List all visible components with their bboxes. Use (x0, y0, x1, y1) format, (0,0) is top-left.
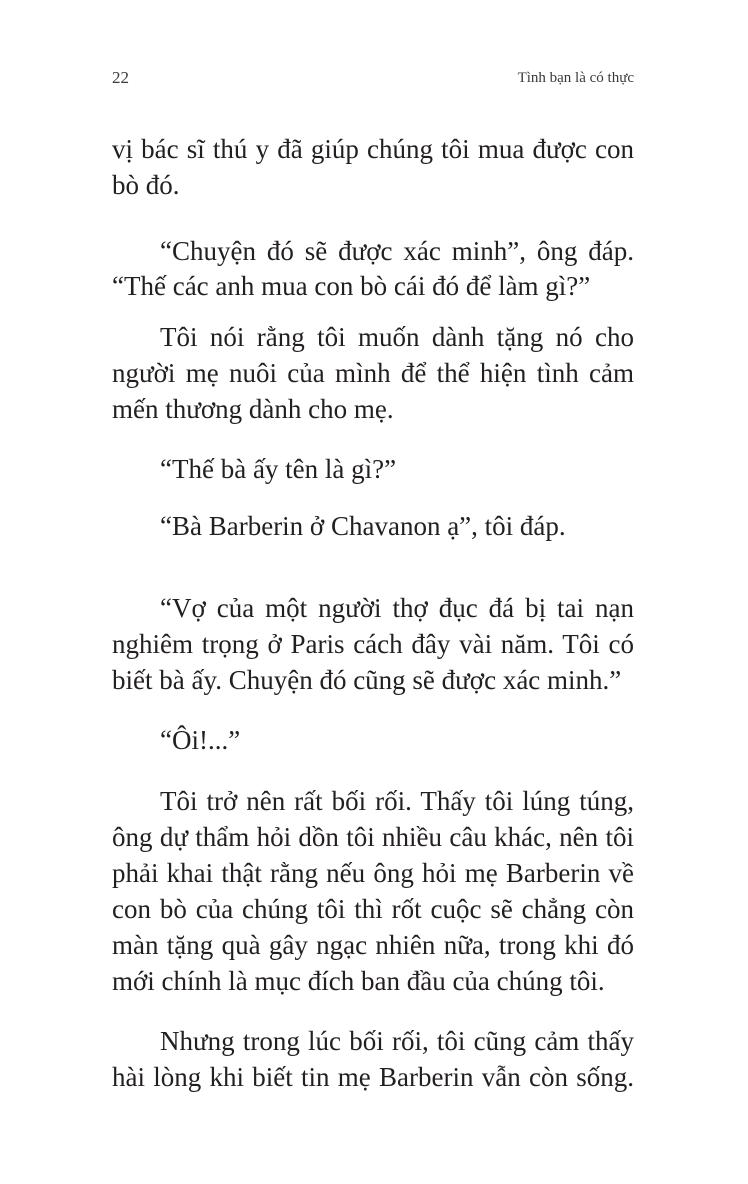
page-number: 22 (112, 68, 129, 87)
paragraph-line: Tôi trở nên rất bối rối. Thấy tôi lúng túng, (160, 786, 634, 816)
paragraph-line: ông dự thẩm hỏi dồn tôi nhiều câu khác, nên tôi (112, 822, 634, 852)
paragraph-line: mới chính là mục đích ban đầu của chúng tôi. (112, 966, 605, 996)
paragraph-line: màn tặng quà gây ngạc nhiên nữa, trong khi đó (112, 930, 634, 960)
paragraph-line: vị bác sĩ thú y đã giúp chúng tôi mua được con (112, 134, 634, 164)
paragraph-line: bò đó. (112, 170, 180, 200)
paragraph-line: con bò của chúng tôi thì rốt cuộc sẽ chẳng còn (112, 894, 634, 924)
paragraph-line: Tôi nói rằng tôi muốn dành tặng nó cho (160, 322, 634, 352)
paragraph-line: biết bà ấy. Chuyện đó cũng sẽ được xác minh.” (112, 665, 622, 695)
paragraph-line: phải khai thật rằng nếu ông hỏi mẹ Barberin về (112, 858, 634, 888)
paragraph-line: “Chuyện đó sẽ được xác minh”, ông đáp. (160, 236, 634, 266)
paragraph-line: Nhưng trong lúc bối rối, tôi cũng cảm thấy (160, 1026, 634, 1056)
page-header (112, 68, 634, 88)
running-title: Tình bạn là có thực (517, 70, 634, 86)
paragraph-line: “Vợ của một người thợ đục đá bị tai nạn (160, 593, 634, 623)
paragraph-line: người mẹ nuôi của mình để thể hiện tình cảm (112, 358, 634, 388)
paragraph-line: nghiêm trọng ở Paris cách đây vài năm. Tôi có (112, 629, 634, 659)
paragraph-line: mến thương dành cho mẹ. (112, 394, 394, 424)
paragraph-line: “Thế bà ấy tên là gì?” (160, 454, 397, 484)
paragraph-line: hài lòng khi biết tin mẹ Barberin vẫn còn sống. (112, 1062, 634, 1092)
paragraph-line: “Ôi!...” (160, 725, 241, 755)
paragraph-line: “Bà Barberin ở Chavanon ạ”, tôi đáp. (160, 511, 566, 541)
paragraph-line: “Thế các anh mua con bò cái đó để làm gì?” (112, 271, 591, 301)
